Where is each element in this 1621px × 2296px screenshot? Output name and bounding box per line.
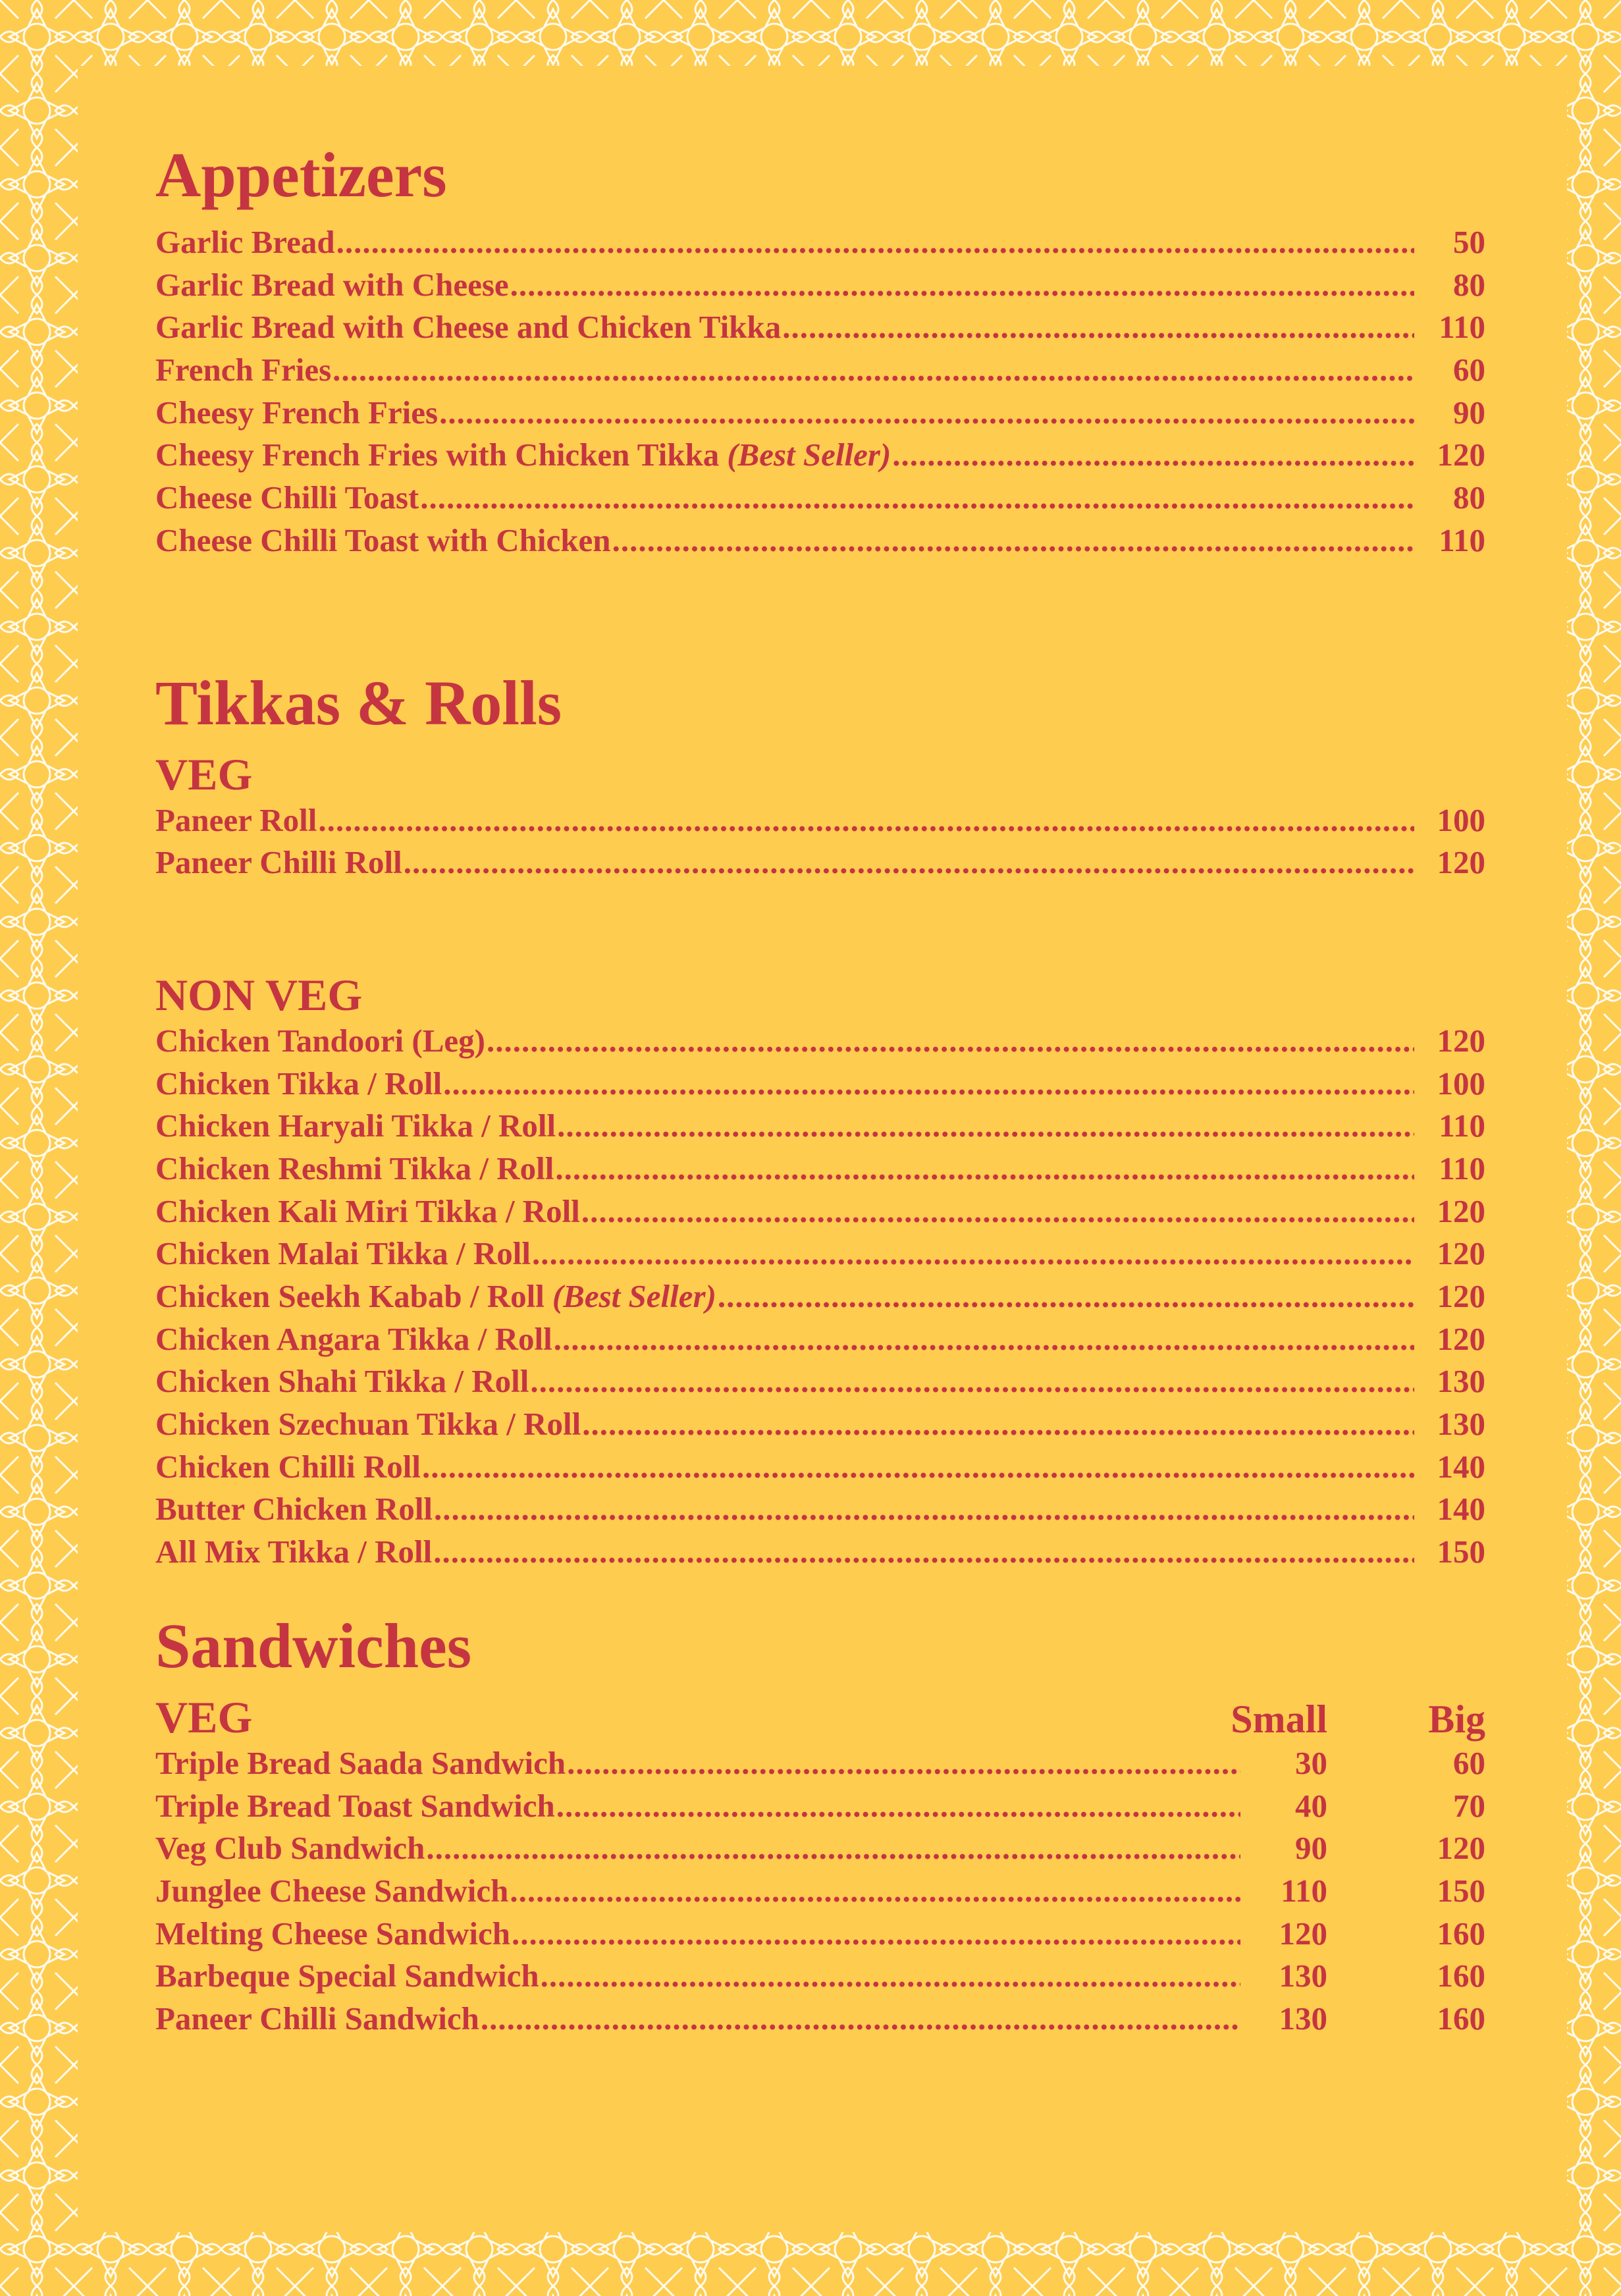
- item-name: Chicken Reshmi Tikka / Roll: [155, 1150, 554, 1187]
- menu-item: [155, 1913, 1485, 1956]
- item-name: Melting Cheese Sandwich: [155, 1915, 510, 1952]
- item-name: Garlic Bread with Cheese and Chicken Tikka: [155, 309, 782, 346]
- item-price: 140: [1437, 1491, 1485, 1528]
- menu-item: [155, 1360, 1485, 1403]
- small-price: 110: [1281, 1872, 1327, 1909]
- item-name: Chicken Haryali Tikka / Roll: [155, 1108, 556, 1144]
- sandwiches-title: Sandwiches: [155, 1610, 472, 1681]
- menu-item: [155, 841, 1485, 884]
- item-price: 80: [1453, 266, 1485, 303]
- item-price: 120: [1437, 1022, 1485, 1059]
- menu-item: [155, 1318, 1485, 1361]
- item-name: Chicken Chilli Roll: [155, 1448, 421, 1485]
- item-price: 50: [1453, 224, 1485, 260]
- item-price: 120: [1437, 844, 1485, 881]
- menu-item: [155, 434, 1485, 477]
- menu-item: [155, 1870, 1485, 1913]
- item-name: Paneer Roll: [155, 801, 317, 838]
- big-price: 160: [1437, 1915, 1485, 1952]
- menu-item: [155, 1998, 1485, 2041]
- item-name: Butter Chicken Roll: [155, 1491, 433, 1528]
- big-price: 160: [1437, 1958, 1485, 1994]
- menu-item: [155, 1827, 1485, 1870]
- big-size-label: Big: [1428, 1697, 1485, 1741]
- item-name: Chicken Tikka / Roll: [155, 1065, 442, 1102]
- item-name: Junglee Cheese Sandwich: [155, 1872, 509, 1909]
- menu-item: [155, 799, 1485, 842]
- small-price: 90: [1295, 1830, 1327, 1867]
- item-name: Chicken Shahi Tikka / Roll: [155, 1363, 529, 1400]
- appetizers-title: Appetizers: [155, 140, 447, 210]
- menu-item: [155, 264, 1485, 307]
- veg-subtitle: VEG: [155, 749, 253, 799]
- big-price: 60: [1453, 1744, 1485, 1781]
- big-price: 70: [1453, 1787, 1485, 1824]
- item-name: French Fries: [155, 352, 332, 388]
- menu-item: [155, 1233, 1485, 1275]
- item-price: 150: [1437, 1534, 1485, 1570]
- menu-item: [155, 1020, 1485, 1063]
- sandwich-size-header: [155, 1692, 1485, 1742]
- item-name: Chicken Malai Tikka / Roll: [155, 1235, 531, 1272]
- item-price: 110: [1439, 1150, 1485, 1187]
- item-price: 100: [1437, 801, 1485, 838]
- menu-item: [155, 1446, 1485, 1489]
- menu-item: [155, 477, 1485, 520]
- item-name: Garlic Bread with Cheese: [155, 266, 509, 303]
- item-price: 120: [1437, 1278, 1485, 1314]
- item-name: Cheesy French Fries with Chicken Tikka: [155, 437, 720, 473]
- menu-item: [155, 1063, 1485, 1106]
- item-price: 110: [1439, 521, 1485, 558]
- item-name: Cheesy French Fries: [155, 394, 438, 431]
- small-price: 130: [1279, 1958, 1327, 1994]
- item-name: Chicken Seekh Kabab / Roll: [155, 1278, 545, 1314]
- menu-item: [155, 1148, 1485, 1190]
- menu-item: [155, 221, 1485, 264]
- item-price: 130: [1437, 1363, 1485, 1400]
- item-price: 120: [1437, 1235, 1485, 1272]
- small-price: 40: [1295, 1787, 1327, 1824]
- item-price: 120: [1437, 1320, 1485, 1357]
- best-seller-note: (Best Seller): [552, 1278, 716, 1314]
- menu-item: [155, 306, 1485, 349]
- item-name: Chicken Angara Tikka / Roll: [155, 1320, 552, 1357]
- veg-subtitle: VEG: [155, 1692, 253, 1742]
- menu-item: [155, 392, 1485, 435]
- menu-item: [155, 1531, 1485, 1574]
- item-price: 90: [1453, 394, 1485, 431]
- tikkas-nonveg-list: [155, 1020, 1485, 1574]
- item-price: 130: [1437, 1406, 1485, 1443]
- menu-item: [155, 1275, 1485, 1318]
- menu-item: [155, 1742, 1485, 1785]
- item-name: Paneer Chilli Sandwich: [155, 2000, 479, 2037]
- item-name: All Mix Tikka / Roll: [155, 1534, 433, 1570]
- menu-item: [155, 1488, 1485, 1531]
- menu-item: [155, 520, 1485, 562]
- small-size-label: Small: [1231, 1697, 1327, 1741]
- item-name: Triple Bread Toast Sandwich: [155, 1787, 555, 1824]
- item-price: 100: [1437, 1065, 1485, 1102]
- item-price: 110: [1439, 309, 1485, 346]
- item-name: Chicken Tandoori (Leg): [155, 1022, 485, 1059]
- best-seller-note: (Best Seller): [727, 437, 891, 473]
- non-veg-subtitle: NON VEG: [155, 969, 363, 1020]
- menu-item: [155, 1105, 1485, 1148]
- item-price: 110: [1439, 1108, 1485, 1144]
- item-name: Chicken Kali Miri Tikka / Roll: [155, 1192, 580, 1229]
- small-price: 30: [1295, 1744, 1327, 1781]
- tikkas-veg-list: [155, 799, 1485, 884]
- menu-content: [155, 129, 1485, 2041]
- small-price: 120: [1279, 1915, 1327, 1952]
- appetizers-list: [155, 221, 1485, 562]
- item-price: 60: [1453, 352, 1485, 388]
- small-price: 130: [1279, 2000, 1327, 2037]
- item-name: Cheese Chilli Toast with Chicken: [155, 521, 611, 558]
- menu-item: [155, 1785, 1485, 1828]
- sandwiches-list: [155, 1742, 1485, 2041]
- item-price: 80: [1453, 479, 1485, 516]
- item-name: Chicken Szechuan Tikka / Roll: [155, 1406, 581, 1443]
- tikkas-rolls-title: Tikkas & Rolls: [155, 667, 562, 738]
- item-price: 140: [1437, 1448, 1485, 1485]
- item-name: Barbeque Special Sandwich: [155, 1958, 539, 1994]
- menu-item: [155, 1190, 1485, 1233]
- big-price: 150: [1437, 1872, 1485, 1909]
- big-price: 160: [1437, 2000, 1485, 2037]
- item-price: 120: [1437, 437, 1485, 473]
- menu-item: [155, 349, 1485, 392]
- big-price: 120: [1437, 1830, 1485, 1867]
- item-name: Paneer Chilli Roll: [155, 844, 402, 881]
- menu-item: [155, 1955, 1485, 1998]
- item-name: Cheese Chilli Toast: [155, 479, 419, 516]
- menu-item: [155, 1403, 1485, 1446]
- item-name: Garlic Bread: [155, 224, 335, 260]
- item-price: 120: [1437, 1192, 1485, 1229]
- item-name: Veg Club Sandwich: [155, 1830, 425, 1867]
- item-name: Triple Bread Saada Sandwich: [155, 1744, 566, 1781]
